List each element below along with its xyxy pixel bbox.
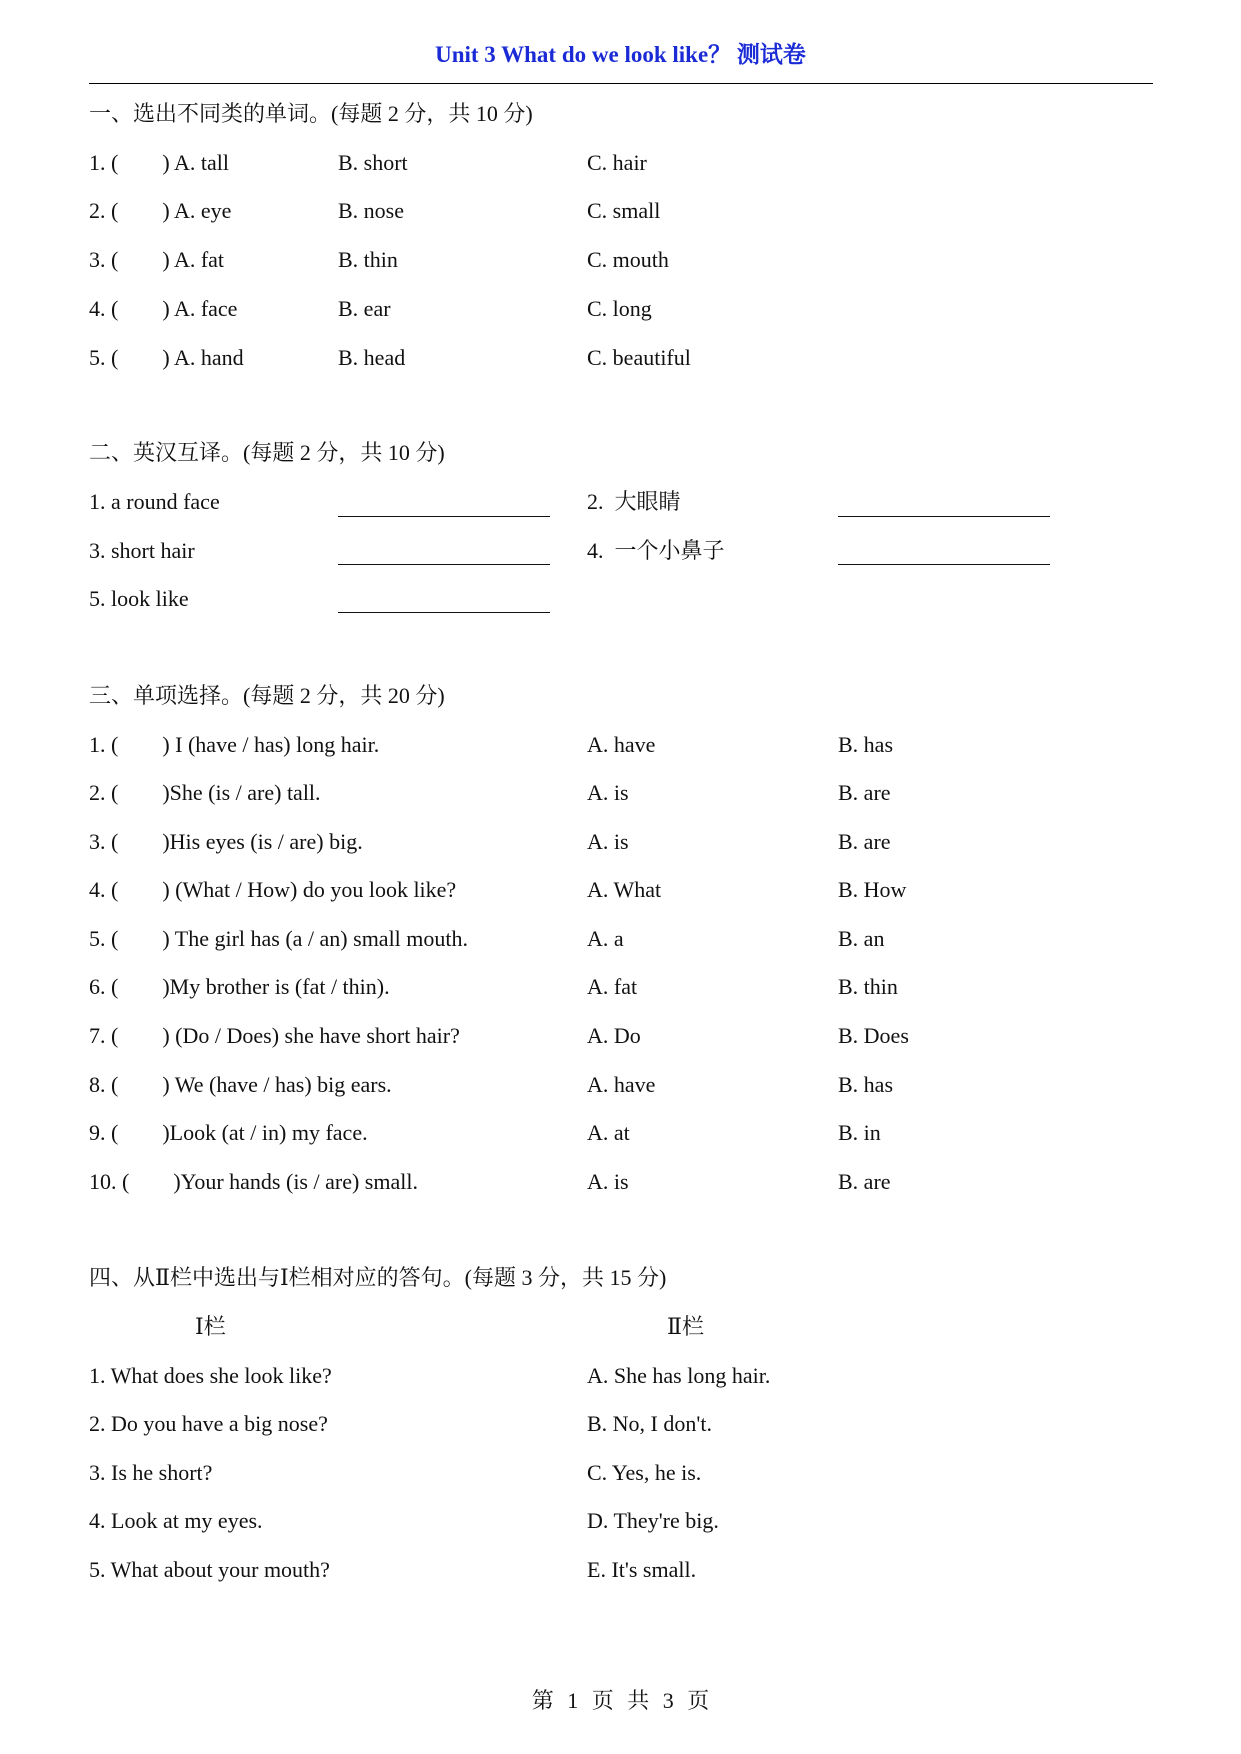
s3-item-6-option-a: A. fat	[587, 974, 638, 999]
s2-item-2-text: 2. 大眼睛	[587, 489, 681, 514]
s3-item-5-option-a: A. a	[587, 926, 624, 951]
s1-item-4-option-c: C. long	[587, 296, 652, 321]
s1-item-5-option-c: C. beautiful	[587, 345, 691, 370]
s2-item-3-answer-line[interactable]	[338, 564, 550, 565]
s4-answer-a: A. She has long hair.	[587, 1363, 771, 1388]
s3-item-6-option-b: B. thin	[838, 974, 898, 999]
s2-item-3-text: 3. short hair	[89, 538, 195, 563]
s3-item-9-question: 9. ( )Look (at / in) my face.	[89, 1120, 368, 1145]
s3-item-4-option-b: B. How	[838, 877, 907, 902]
header-rule	[89, 83, 1153, 84]
s3-item-2-question: 2. ( )She (is / are) tall.	[89, 780, 321, 805]
s4-question-2: 2. Do you have a big nose?	[89, 1411, 328, 1436]
s4-answer-c: C. Yes, he is.	[587, 1460, 702, 1485]
s3-item-2-option-a: A. is	[587, 780, 629, 805]
s2-item-5-text: 5. look like	[89, 586, 189, 611]
s1-item-4-option-b: B. ear	[338, 296, 391, 321]
s1-item-2-option-a: 2. ( ) A. eye	[89, 198, 232, 223]
s1-item-3-option-c: C. mouth	[587, 247, 669, 272]
s4-question-1: 1. What does she look like?	[89, 1363, 332, 1388]
s4-answer-d: D. They're big.	[587, 1508, 719, 1533]
s1-item-2-option-c: C. small	[587, 198, 661, 223]
s1-item-3-option-b: B. thin	[338, 247, 398, 272]
s3-item-4-option-a: A. What	[587, 877, 662, 902]
s1-item-5-option-a: 5. ( ) A. hand	[89, 345, 244, 370]
s2-item-4-answer-line[interactable]	[838, 564, 1050, 565]
s3-item-7-option-b: B. Does	[838, 1023, 909, 1048]
s3-item-1-option-a: A. have	[587, 732, 656, 757]
section-2-heading: 二、英汉互译。(每题 2 分，共 10 分)	[89, 440, 445, 465]
s3-item-8-option-b: B. has	[838, 1072, 893, 1097]
s1-item-1-option-c: C. hair	[587, 150, 647, 175]
s3-item-3-option-a: A. is	[587, 829, 629, 854]
s3-item-9-option-a: A. at	[587, 1120, 630, 1145]
s3-item-4-question: 4. ( ) (What / How) do you look like?	[89, 877, 457, 902]
section-3-heading: 三、单项选择。(每题 2 分，共 20 分)	[89, 683, 445, 708]
s3-item-8-question: 8. ( ) We (have / has) big ears.	[89, 1072, 392, 1097]
s3-item-2-option-b: B. are	[838, 780, 891, 805]
s2-item-2-answer-line[interactable]	[838, 516, 1050, 517]
page-title: Unit 3 What do we look like？ 测试卷	[435, 42, 806, 67]
s1-item-1-option-b: B. short	[338, 150, 408, 175]
s3-item-7-question: 7. ( ) (Do / Does) she have short hair?	[89, 1023, 460, 1048]
s3-item-10-option-b: B. are	[838, 1169, 891, 1194]
s2-item-5-answer-line[interactable]	[338, 612, 550, 613]
page-footer: 第 1 页 共 3 页	[531, 1688, 710, 1713]
s3-item-9-option-b: B. in	[838, 1120, 881, 1145]
s1-item-5-option-b: B. head	[338, 345, 406, 370]
s3-item-6-question: 6. ( )My brother is (fat / thin).	[89, 974, 390, 999]
section-1-heading: 一、选出不同类的单词。(每题 2 分，共 10 分)	[89, 101, 533, 126]
s4-question-4: 4. Look at my eyes.	[89, 1508, 263, 1533]
s3-item-1-question: 1. ( ) I (have / has) long hair.	[89, 732, 380, 757]
s1-item-2-option-b: B. nose	[338, 198, 404, 223]
s2-item-1-answer-line[interactable]	[338, 516, 550, 517]
s2-item-1-text: 1. a round face	[89, 489, 220, 514]
s3-item-7-option-a: A. Do	[587, 1023, 641, 1048]
s3-item-3-question: 3. ( )His eyes (is / are) big.	[89, 829, 363, 854]
s2-item-4-text: 4. 一个小鼻子	[587, 538, 725, 563]
s4-question-3: 3. Is he short?	[89, 1460, 213, 1485]
s3-item-5-question: 5. ( ) The girl has (a / an) small mouth.	[89, 926, 469, 951]
s4-question-5: 5. What about your mouth?	[89, 1557, 330, 1582]
column-1-header: Ⅰ栏	[195, 1314, 226, 1339]
s3-item-1-option-b: B. has	[838, 732, 893, 757]
s1-item-3-option-a: 3. ( ) A. fat	[89, 247, 225, 272]
s4-answer-b: B. No, I don't.	[587, 1411, 712, 1436]
s3-item-3-option-b: B. are	[838, 829, 891, 854]
s1-item-1-option-a: 1. ( ) A. tall	[89, 150, 229, 175]
s3-item-5-option-b: B. an	[838, 926, 885, 951]
s3-item-10-option-a: A. is	[587, 1169, 629, 1194]
column-2-header: Ⅱ栏	[667, 1314, 704, 1339]
s3-item-8-option-a: A. have	[587, 1072, 656, 1097]
s4-answer-e: E. It's small.	[587, 1557, 697, 1582]
s1-item-4-option-a: 4. ( ) A. face	[89, 296, 238, 321]
section-4-heading: 四、从Ⅱ栏中选出与Ⅰ栏相对应的答句。(每题 3 分，共 15 分)	[89, 1265, 667, 1290]
s3-item-10-question: 10. ( )Your hands (is / are) small.	[89, 1169, 418, 1194]
